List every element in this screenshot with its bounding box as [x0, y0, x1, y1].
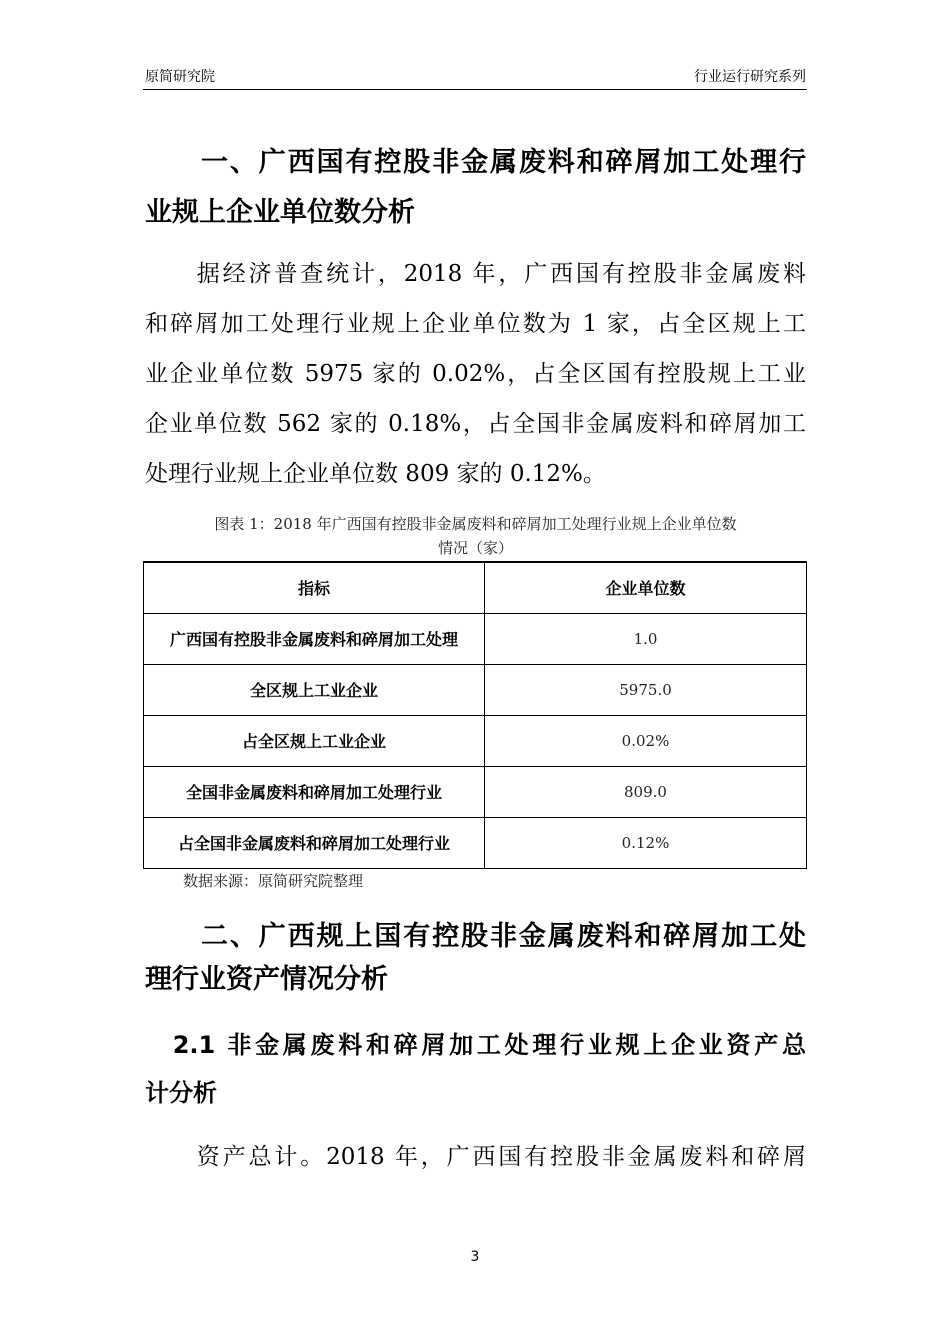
row-value: 5975.0: [485, 665, 807, 716]
page-number: 3: [470, 1249, 480, 1265]
table-row: [144, 716, 807, 767]
header-left: 原简研究院: [145, 69, 215, 85]
row-label: 广西国有控股非金属废料和碎屑加工处理: [144, 614, 485, 665]
row-label: 全国非金属废料和碎屑加工处理行业: [144, 767, 485, 818]
text-line: 和碎屑加工处理行业规上企业单位数为 1 家，占全区规上工: [145, 311, 806, 337]
row-value: 809.0: [485, 767, 807, 818]
row-label: 占全区规上工业企业: [144, 716, 485, 767]
paragraph-2: [145, 1132, 806, 1182]
data-table: [143, 561, 807, 869]
table-row: [144, 767, 807, 818]
caption-line: 图表 1：2018 年广西国有控股非金属废料和碎屑加工处理行业规上企业单位数: [214, 515, 737, 533]
row-value: 0.12%: [485, 818, 807, 869]
row-value: 1.0: [485, 614, 807, 665]
row-label: 占全国非金属废料和碎屑加工处理行业: [144, 818, 485, 869]
table-row: [144, 614, 807, 665]
text-line: 据经济普查统计，2018 年，广西国有控股非金属废料: [145, 261, 806, 287]
heading-line: 二、广西规上国有控股非金属废料和碎屑加工处: [201, 921, 806, 952]
section21-heading: [145, 1021, 806, 1117]
text-line: 企业单位数 562 家的 0.18%，占全国非金属废料和碎屑加工: [145, 411, 806, 437]
paragraph-1: [145, 249, 806, 499]
row-value: 0.02%: [485, 716, 807, 767]
column-header: 企业单位数: [485, 562, 807, 614]
heading-line: 理行业资产情况分析: [145, 964, 388, 995]
heading-line: 业规上企业单位数分析: [145, 197, 415, 228]
section1-heading-cont: [145, 188, 806, 238]
section2-heading-cont: [145, 955, 806, 1005]
table-row: [144, 665, 807, 716]
heading-line: 一、广西国有控股非金属废料和碎屑加工处理行: [201, 147, 806, 178]
section1-heading: [145, 138, 806, 188]
table-row: [144, 818, 807, 869]
text-line: 处理行业规上企业单位数 809 家的 0.12%。: [145, 461, 606, 487]
header-divider: [143, 89, 807, 90]
text-line: 业企业单位数 5975 家的 0.02%，占全区国有控股规上工业: [145, 361, 806, 387]
heading-line: 计分析: [145, 1079, 217, 1107]
table-header-row: [144, 562, 807, 614]
caption-line: 情况（家）: [437, 539, 513, 557]
header-right: 行业运行研究系列: [694, 69, 806, 85]
row-label: 全区规上工业企业: [144, 665, 485, 716]
column-header: 指标: [144, 562, 485, 614]
text-line: 资产总计。2018 年，广西国有控股非金属废料和碎屑: [145, 1144, 806, 1170]
data-source: 数据来源：原简研究院整理: [183, 872, 364, 890]
table-caption: [145, 512, 806, 560]
heading-line: 2.1 非金属废料和碎屑加工处理行业规上企业资产总: [145, 1031, 806, 1059]
